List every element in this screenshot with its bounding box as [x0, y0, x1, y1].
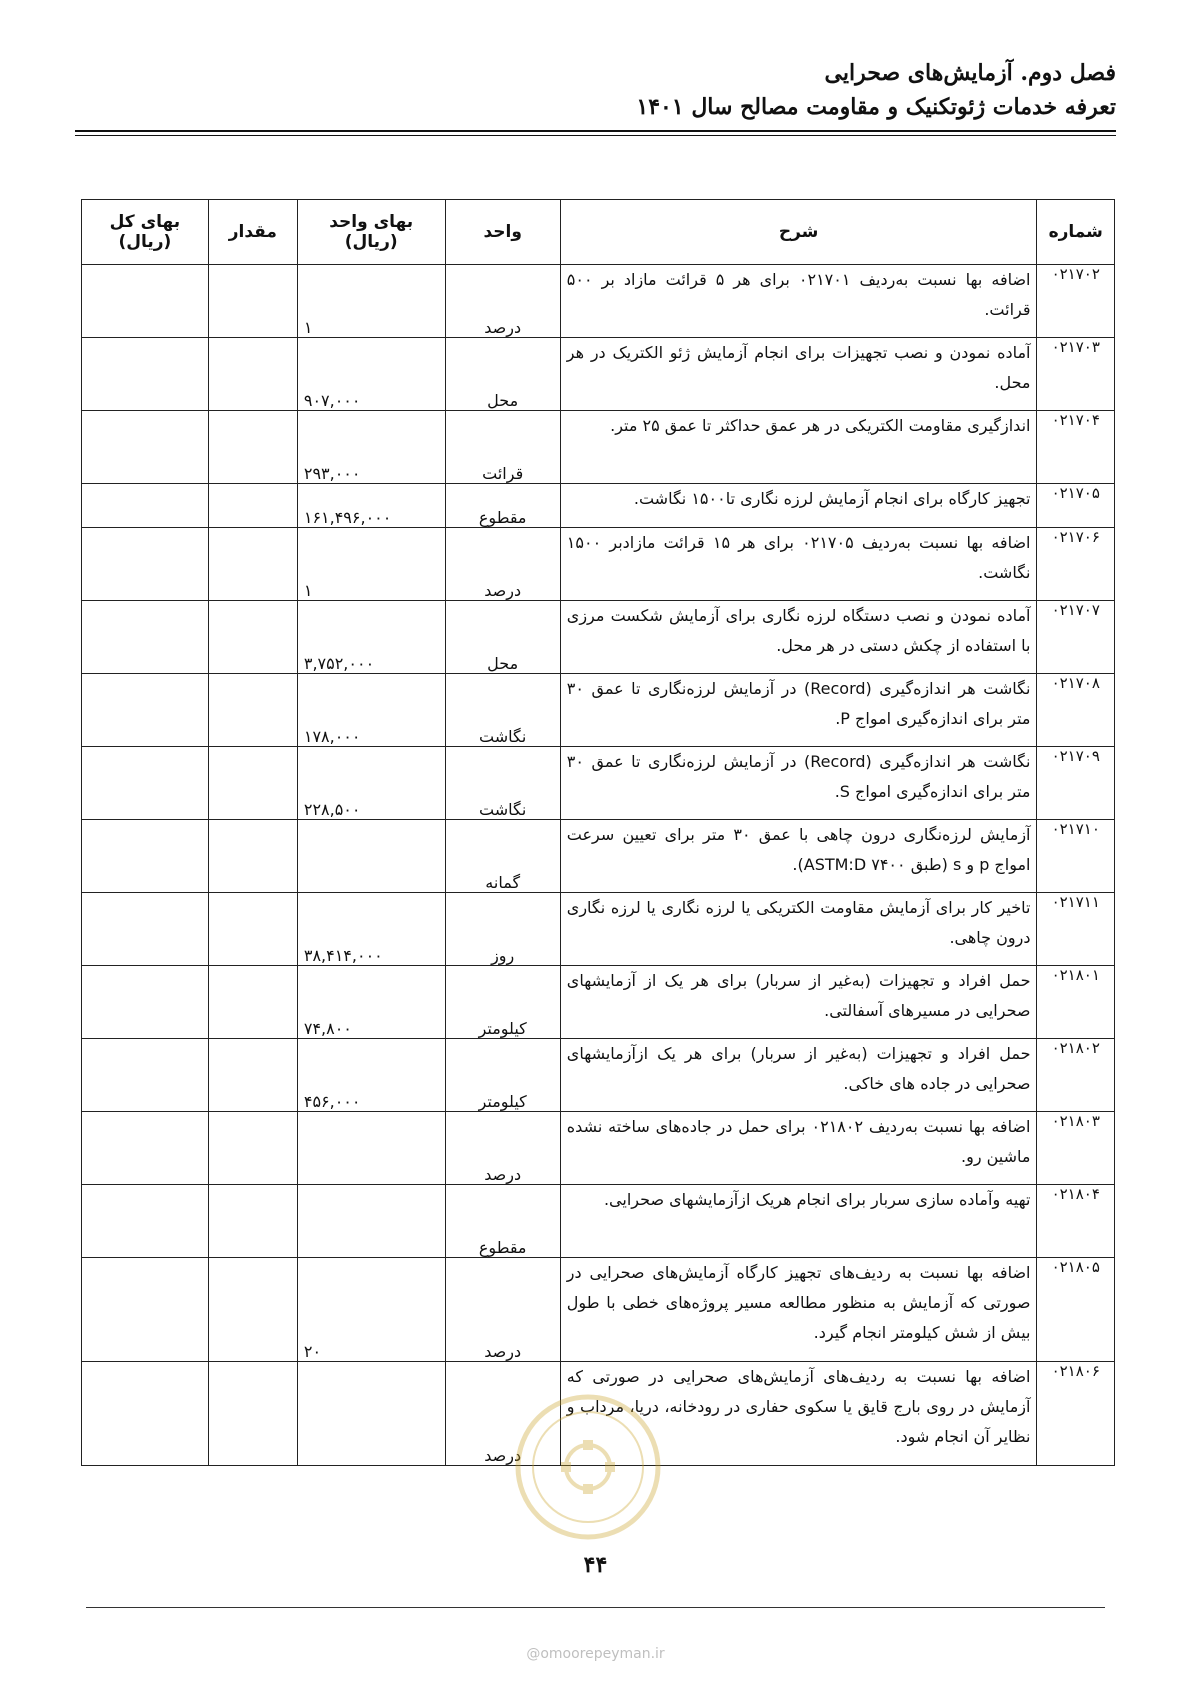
table-row — [82, 1185, 1115, 1258]
row-unit: مقطوع — [445, 484, 560, 528]
row-total — [82, 528, 209, 601]
row-unit-price: ۱ — [297, 528, 445, 601]
table-row — [82, 820, 1115, 893]
row-description: اضافه بها نسبت به ردیف‌های آزمایش‌های صحرایی در صورتی که آزمایش در روی بارج قایق یا سکوی حفاری در رودخانه، دریا، مرداب و نظایر آن انجام شود. — [560, 1362, 1037, 1466]
table-row — [82, 674, 1115, 747]
table-row — [82, 893, 1115, 966]
document-subtitle: تعرفه خدمات ژئوتکنیک و مقاومت مصالح سال ۱۴۰۱ — [636, 94, 1116, 120]
column-header-code: شماره — [1037, 200, 1115, 265]
row-total — [82, 747, 209, 820]
row-description: آماده نمودن و نصب دستگاه لرزه نگاری برای آزمایش شکست مرزی با استفاده از چکش دستی در هر محل. — [560, 601, 1037, 674]
row-unit-price: ۹۰۷,۰۰۰ — [297, 338, 445, 411]
header-rule — [75, 130, 1116, 132]
page-number: ۴۴ — [583, 1552, 608, 1578]
row-quantity — [208, 820, 297, 893]
row-quantity — [208, 601, 297, 674]
row-description: تهیه وآماده سازی سربار برای انجام هریک ازآزمایشهای صحرایی. — [560, 1185, 1037, 1258]
table-row — [82, 411, 1115, 484]
row-code: ۰۲۱۷۱۱ — [1037, 893, 1115, 966]
table-row — [82, 1039, 1115, 1112]
seal-stamp-icon — [513, 1392, 663, 1542]
row-unit: درصد — [445, 528, 560, 601]
chapter-title: فصل دوم. آزمایش‌های صحرایی — [824, 60, 1116, 86]
row-unit-price — [297, 1112, 445, 1185]
row-quantity — [208, 1185, 297, 1258]
table-row — [82, 966, 1115, 1039]
row-unit-price: ۲۲۸,۵۰۰ — [297, 747, 445, 820]
watermark-text: @omoorepeyman.ir — [526, 1646, 665, 1662]
row-description: آزمایش لرزه‌نگاری درون چاهی با عمق ۳۰ متر برای تعیین سرعت امواج p و s (طبق ASTM:D ۷۴۰۰). — [560, 820, 1037, 893]
row-quantity — [208, 528, 297, 601]
row-quantity — [208, 1112, 297, 1185]
table-row — [82, 265, 1115, 338]
row-description: اضافه بها نسبت به ردیف‌های تجهیز کارگاه آزمایش‌های صحرایی در صورتی که آزمایش به منظور مطالعه مسیر پروژه‌های خطی با طول بیش از شش کیلومتر انجام گیرد. — [560, 1258, 1037, 1362]
row-code: ۰۲۱۷۰۵ — [1037, 484, 1115, 528]
row-quantity — [208, 966, 297, 1039]
row-code: ۰۲۱۸۰۶ — [1037, 1362, 1115, 1466]
row-unit-price: ۲۰ — [297, 1258, 445, 1362]
row-quantity — [208, 265, 297, 338]
column-header-unit: واحد — [445, 200, 560, 265]
row-unit: محل — [445, 601, 560, 674]
row-code: ۰۲۱۷۰۹ — [1037, 747, 1115, 820]
row-quantity — [208, 484, 297, 528]
table-row — [82, 747, 1115, 820]
row-description: نگاشت هر اندازه‌گیری (Record) در آزمایش لرزه‌نگاری تا عمق ۳۰ متر برای اندازه‌گیری امواج P. — [560, 674, 1037, 747]
row-total — [82, 820, 209, 893]
column-header-description: شرح — [560, 200, 1037, 265]
row-unit: گمانه — [445, 820, 560, 893]
row-total — [82, 893, 209, 966]
row-code: ۰۲۱۷۰۶ — [1037, 528, 1115, 601]
table-row — [82, 484, 1115, 528]
row-unit-price: ۳۸,۴۱۴,۰۰۰ — [297, 893, 445, 966]
row-description: اضافه بها نسبت به‌ردیف ۰۲۱۸۰۲ برای حمل در جاده‌های ساخته نشده ماشین رو. — [560, 1112, 1037, 1185]
row-total — [82, 265, 209, 338]
row-unit-price: ۱ — [297, 265, 445, 338]
row-quantity — [208, 893, 297, 966]
row-total — [82, 411, 209, 484]
row-description: نگاشت هر اندازه‌گیری (Record) در آزمایش لرزه‌نگاری تا عمق ۳۰ متر برای اندازه‌گیری امواج S. — [560, 747, 1037, 820]
table-row — [82, 601, 1115, 674]
row-code: ۰۲۱۸۰۵ — [1037, 1258, 1115, 1362]
row-unit-price — [297, 1185, 445, 1258]
row-unit-price: ۱۷۸,۰۰۰ — [297, 674, 445, 747]
row-total — [82, 1258, 209, 1362]
table-row — [82, 338, 1115, 411]
row-quantity — [208, 674, 297, 747]
row-quantity — [208, 338, 297, 411]
row-unit: مقطوع — [445, 1185, 560, 1258]
column-header-unit-price: بهای واحد (ریال) — [297, 200, 445, 265]
row-code: ۰۲۱۸۰۳ — [1037, 1112, 1115, 1185]
row-total — [82, 601, 209, 674]
row-unit-price: ۳,۷۵۲,۰۰۰ — [297, 601, 445, 674]
row-unit: درصد — [445, 1112, 560, 1185]
row-code: ۰۲۱۷۰۳ — [1037, 338, 1115, 411]
row-code: ۰۲۱۷۰۸ — [1037, 674, 1115, 747]
row-code: ۰۲۱۷۰۷ — [1037, 601, 1115, 674]
row-total — [82, 1112, 209, 1185]
row-code: ۰۲۱۷۰۴ — [1037, 411, 1115, 484]
row-unit-price — [297, 1362, 445, 1466]
row-unit: درصد — [445, 265, 560, 338]
footer-rule — [86, 1607, 1105, 1608]
table-row — [82, 1112, 1115, 1185]
row-unit: روز — [445, 893, 560, 966]
row-unit-price — [297, 820, 445, 893]
row-total — [82, 484, 209, 528]
row-unit: نگاشت — [445, 674, 560, 747]
table-row — [82, 1258, 1115, 1362]
row-description: آماده نمودن و نصب تجهیزات برای انجام آزمایش ژئو الکتریک در هر محل. — [560, 338, 1037, 411]
row-unit: قرائت — [445, 411, 560, 484]
row-unit-price: ۷۴,۸۰۰ — [297, 966, 445, 1039]
table-header-row — [82, 200, 1115, 265]
row-total — [82, 1185, 209, 1258]
row-quantity — [208, 1039, 297, 1112]
row-unit: محل — [445, 338, 560, 411]
row-code: ۰۲۱۷۱۰ — [1037, 820, 1115, 893]
row-quantity — [208, 1362, 297, 1466]
page-header — [636, 58, 1116, 122]
row-unit: درصد — [445, 1362, 560, 1466]
row-total — [82, 338, 209, 411]
column-header-total: بهای کل (ریال) — [82, 200, 209, 265]
row-quantity — [208, 1258, 297, 1362]
tariff-table — [81, 199, 1115, 1466]
row-description: تجهیز کارگاه برای انجام آزمایش لرزه نگاری تا۱۵۰۰ نگاشت. — [560, 484, 1037, 528]
row-quantity — [208, 411, 297, 484]
row-unit: کیلومتر — [445, 1039, 560, 1112]
row-code: ۰۲۱۷۰۲ — [1037, 265, 1115, 338]
row-unit-price: ۲۹۳,۰۰۰ — [297, 411, 445, 484]
row-code: ۰۲۱۸۰۲ — [1037, 1039, 1115, 1112]
table-row — [82, 528, 1115, 601]
row-description: اضافه بها نسبت به‌ردیف ۰۲۱۷۰۵ برای هر ۱۵ قرائت مازادبر ۱۵۰۰ نگاشت. — [560, 528, 1037, 601]
row-description: تاخیر کار برای آزمایش مقاومت الکتریکی یا لرزه نگاری یا لرزه نگاری درون چاهی. — [560, 893, 1037, 966]
row-unit: کیلومتر — [445, 966, 560, 1039]
row-quantity — [208, 747, 297, 820]
row-description: اندازگیری مقاومت الکتریکی در هر عمق حداکثر تا عمق ۲۵ متر. — [560, 411, 1037, 484]
column-header-quantity: مقدار — [208, 200, 297, 265]
row-total — [82, 1039, 209, 1112]
row-unit: درصد — [445, 1258, 560, 1362]
row-code: ۰۲۱۸۰۱ — [1037, 966, 1115, 1039]
row-code: ۰۲۱۸۰۴ — [1037, 1185, 1115, 1258]
row-unit: نگاشت — [445, 747, 560, 820]
row-unit-price: ۱۶۱,۴۹۶,۰۰۰ — [297, 484, 445, 528]
row-description: حمل افراد و تجهیزات (به‌غیر از سربار) برای هر یک از آزمایشهای صحرایی در مسیرهای آسفالتی. — [560, 966, 1037, 1039]
row-total — [82, 966, 209, 1039]
row-unit-price: ۴۵۶,۰۰۰ — [297, 1039, 445, 1112]
row-total — [82, 1362, 209, 1466]
row-total — [82, 674, 209, 747]
header-rule-thin — [75, 135, 1116, 136]
row-description: حمل افراد و تجهیزات (به‌غیر از سربار) برای هر یک ازآزمایشهای صحرایی در جاده های خاکی. — [560, 1039, 1037, 1112]
row-description: اضافه بها نسبت به‌ردیف ۰۲۱۷۰۱ برای هر ۵ قرائت مازاد بر ۵۰۰ قرائت. — [560, 265, 1037, 338]
